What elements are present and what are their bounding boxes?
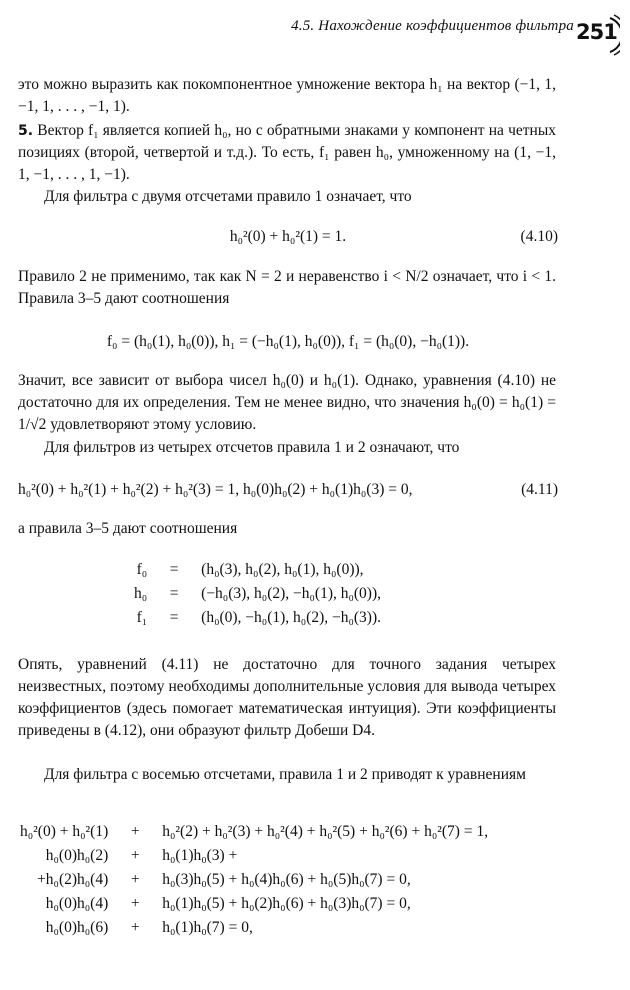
row-rhs: h₀(1)h₀(7) = 0, — [162, 919, 253, 936]
row-rhs: h₀(1)h₀(3) + — [162, 847, 238, 864]
paragraph-4: Правило 2 не применимо, так как N = 2 и неравенство i < N/2 означает, что i < 1. Правила 3–5 дают соотношения — [18, 268, 556, 307]
paragraph-3: Для фильтра с двумя отсчетами правило 1 означает, что — [44, 188, 412, 205]
row-op: = — [169, 609, 179, 626]
equation-4-10 — [18, 226, 558, 248]
paragraph-8: Опять, уравнений (4.11) не достаточно для точного задания четырех неизвестных, поэтому необходимы дополнительные условия для вывода четырех коэффициентов (здесь помогает математическая интуиция). Эти коэффициенты приведены в (4.12), они образуют фильтр Добеши D4. — [18, 656, 556, 739]
row-op: + — [130, 919, 140, 936]
equation-4-10-number: (4.10) — [520, 228, 558, 245]
system-8tap-row — [14, 868, 494, 892]
item-number: 5. — [18, 123, 34, 139]
equation-filters-2tap: f₀ = (h₀(1), h₀(0)), h₁ = (−h₀(1), h₀(0)), f₁ = (h₀(0), −h₀(1)). — [106, 333, 470, 350]
row-rhs: h₀(1)h₀(5) + h₀(2)h₀(6) + h₀(3)h₀(7) = 0, — [162, 895, 411, 912]
paragraph-1: это можно выразить как покомпонентное умножение вектора h₁ на вектор (−1, 1, −1, 1, . . . , −1, 1). — [18, 76, 556, 115]
paragraph-7: а правила 3–5 дают соотношения — [18, 520, 238, 537]
row-lhs: f₁ — [136, 609, 148, 626]
paragraph-9: Для фильтра с восемью отсчетами, правила 1 и 2 приводят к уравнениям — [44, 766, 526, 783]
equation-4-10-expr: h₀²(0) + h₀²(1) = 1. — [229, 228, 347, 245]
paragraph-5: Значит, все зависит от выбора чисел h₀(0) и h₀(1). Однако, уравнения (4.10) не достаточно для их определения. Тем не менее видно, что значения h₀(0) = h₀(1) = 1/√2 удовлетворяют этому условию. — [18, 372, 556, 433]
row-lhs: h₀(0)h₀(2) — [45, 847, 109, 864]
row-rhs: (h₀(0), −h₀(1), h₀(2), −h₀(3)). — [201, 609, 381, 626]
equation-4-11-expr: h₀²(0) + h₀²(1) + h₀²(2) + h₀²(3) = 1, h₀(0)h₀(2) + h₀(1)h₀(3) = 0, — [18, 481, 413, 498]
row-op: + — [130, 895, 140, 912]
row-lhs: f₀ — [136, 561, 148, 578]
row-lhs: h₀(0)h₀(4) — [45, 895, 109, 912]
row-op: + — [130, 847, 140, 864]
row-op: + — [130, 823, 140, 840]
row-rhs: h₀(3)h₀(5) + h₀(4)h₀(6) + h₀(5)h₀(7) = 0, — [162, 871, 411, 888]
equation-4-11 — [18, 479, 558, 501]
system-4tap-row — [128, 558, 387, 582]
paragraph-2-text: Вектор f₁ является копией h₀, но с обратными знаками у компонент на четных позициях (второй, четвертой и т.д.). То есть, f₁ равен h₀, умноженному на (1, −1, 1, −1, . . . , 1, −1). — [18, 122, 556, 183]
system-4tap-row — [128, 582, 387, 606]
system-8tap-row — [14, 820, 494, 844]
row-lhs: h₀²(0) + h₀²(1) — [20, 823, 109, 840]
running-header: 4.5. Нахождение коэффициентов фильтра — [291, 18, 574, 34]
system-4tap — [128, 558, 387, 630]
system-8tap-row — [14, 916, 494, 940]
paragraph-2 — [18, 120, 556, 186]
row-rhs: (h₀(3), h₀(2), h₀(1), h₀(0)), — [201, 561, 364, 578]
page-number-text: 251 — [576, 20, 617, 44]
row-op: = — [169, 561, 179, 578]
system-8tap-row — [14, 892, 494, 916]
system-8tap-row — [14, 844, 494, 868]
page-number — [572, 14, 620, 56]
equation-4-11-number: (4.11) — [521, 481, 558, 498]
system-8tap — [14, 820, 494, 940]
row-lhs: +h₀(2)h₀(4) — [37, 871, 109, 888]
row-rhs: h₀²(2) + h₀²(3) + h₀²(4) + h₀²(5) + h₀²(6) + h₀²(7) = 1, — [162, 823, 489, 840]
row-lhs: h₀(0)h₀(6) — [45, 919, 109, 936]
system-4tap-row — [128, 606, 387, 630]
row-rhs: (−h₀(3), h₀(2), −h₀(1), h₀(0)), — [201, 585, 381, 602]
row-lhs: h₀ — [134, 585, 148, 602]
paragraph-6: Для фильтров из четырех отсчетов правила 1 и 2 означают, что — [44, 439, 460, 456]
row-op: = — [169, 585, 179, 602]
row-op: + — [130, 871, 140, 888]
